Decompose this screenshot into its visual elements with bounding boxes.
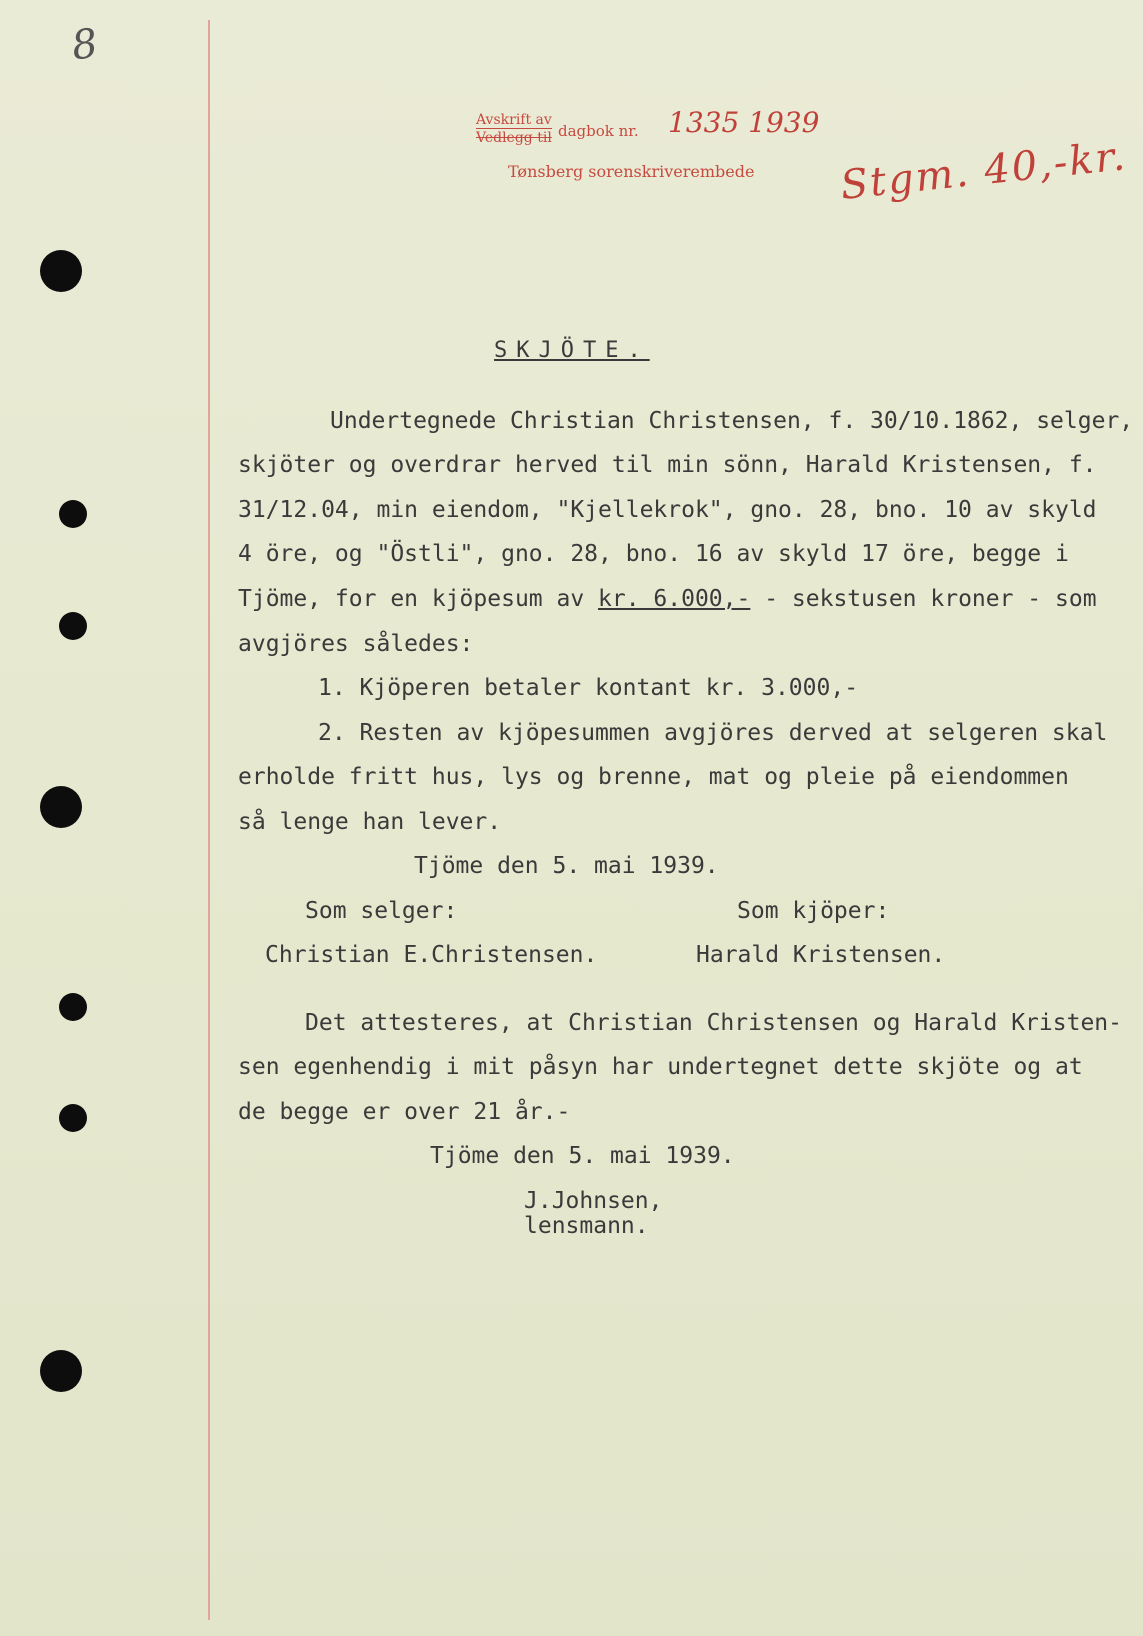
seller-name: Christian E.Christensen.	[265, 942, 598, 968]
margin-handwritten-mark: 8	[68, 20, 101, 70]
fee-annotation: Stgm. 40,-kr.	[838, 133, 1129, 209]
body-line: så lenge han lever.	[238, 809, 502, 835]
attestation-line: Det attesteres, at Christian Christensen og Harald Kristen-	[305, 1010, 1122, 1036]
date-line: Tjöme den 5. mai 1939.	[430, 1143, 735, 1169]
buyer-name: Harald Kristensen.	[696, 942, 946, 968]
punch-hole	[59, 500, 87, 528]
body-line: Undertegnede Christian Christensen, f. 30/10.1862, selger,	[330, 408, 1134, 434]
body-line: skjöter og overdrar herved til min sönn, Harald Kristensen, f.	[238, 452, 1097, 478]
attestation-line: sen egenhendig i mit påsyn har undertegnet dette skjöte og at	[238, 1054, 1083, 1080]
signature-name: J.Johnsen,	[524, 1188, 663, 1214]
price-amount: kr. 6.000,-	[598, 586, 751, 612]
stamp-office: Tønsberg sorenskriverembede	[508, 162, 755, 181]
punch-hole	[40, 1350, 82, 1392]
punch-hole	[59, 612, 87, 640]
attestation-line: de begge er over 21 år.-	[238, 1099, 571, 1125]
body-line: 2. Resten av kjöpesummen avgjöres derved at selgeren skal	[318, 720, 1108, 746]
seller-label: Som selger:	[305, 898, 458, 924]
punch-hole	[59, 1104, 87, 1132]
punch-hole	[59, 993, 87, 1021]
stamp-vedlegg: Vedlegg til	[476, 130, 552, 146]
stamp-avskrift: Avskrift av	[476, 112, 552, 128]
body-line: 4 öre, og "Östli", gno. 28, bno. 16 av skyld 17 öre, begge i	[238, 541, 1069, 567]
signature-title: lensmann.	[524, 1213, 649, 1239]
body-line: 31/12.04, min eiendom, "Kjellekrok", gno. 28, bno. 10 av skyld	[238, 497, 1097, 523]
body-text: Tjöme, for en kjöpesum av	[238, 586, 599, 612]
date-line: Tjöme den 5. mai 1939.	[414, 853, 719, 879]
body-line	[238, 584, 1097, 614]
stamp-dagbok: dagbok nr.	[558, 122, 639, 140]
document-title: SKJÖTE.	[494, 338, 650, 363]
body-line: erholde fritt hus, lys og brenne, mat og pleie på eiendommen	[238, 764, 1069, 790]
margin-rule	[208, 20, 210, 1620]
body-line: 1. Kjöperen betaler kontant kr. 3.000,-	[318, 675, 859, 701]
punch-hole	[40, 786, 82, 828]
body-line: avgjöres således:	[238, 631, 474, 657]
body-text: - sekstusen kroner - som	[750, 586, 1097, 612]
punch-hole	[40, 250, 82, 292]
buyer-label: Som kjöper:	[737, 898, 890, 924]
stamp-number: 1335 1939	[668, 106, 820, 139]
